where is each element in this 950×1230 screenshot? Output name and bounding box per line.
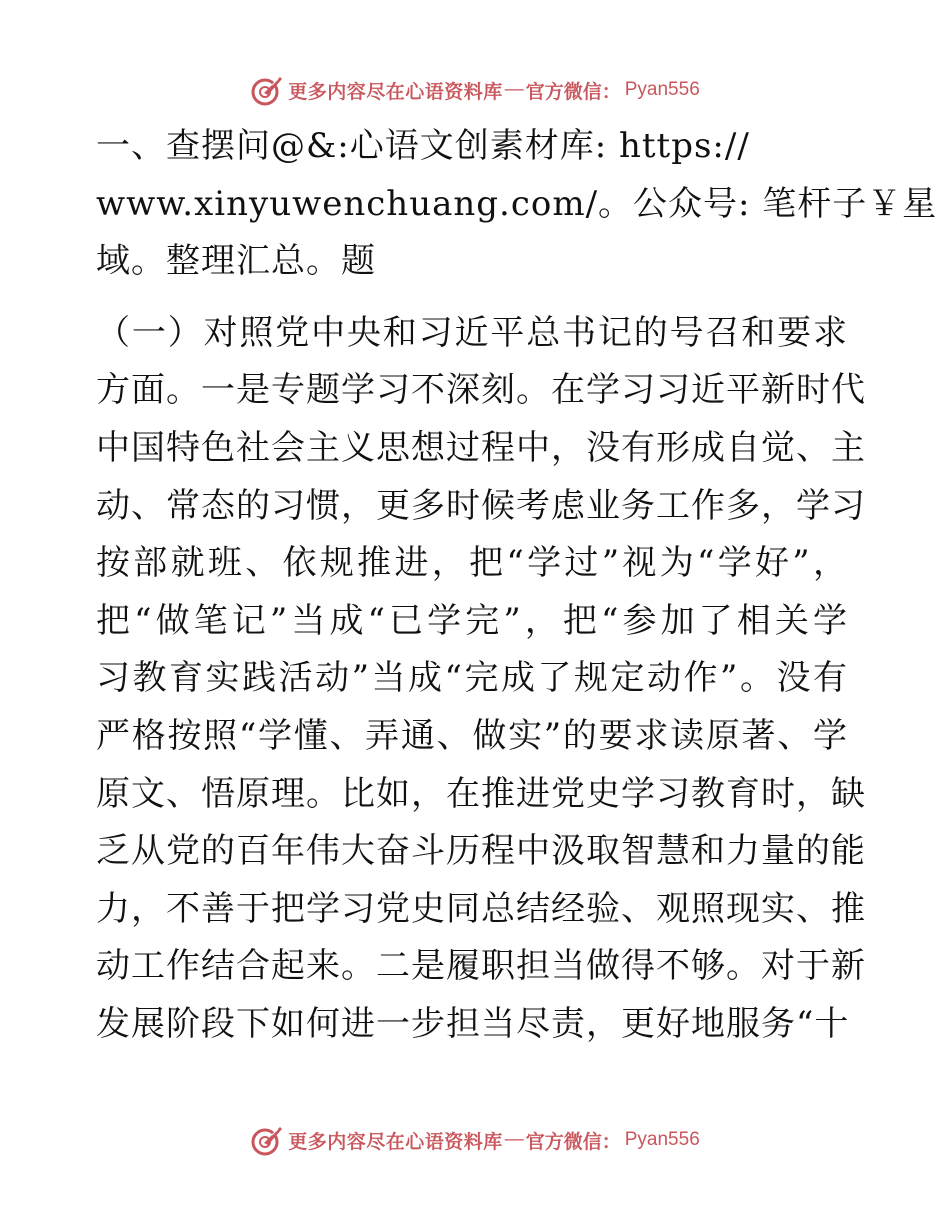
banner-separator: —: [504, 1129, 524, 1150]
paragraph-gap: [96, 291, 848, 305]
feather-pen-logo-icon: [250, 73, 284, 107]
header-banner: [0, 70, 950, 110]
feather-pen-logo-icon: [250, 1123, 284, 1157]
heading-line: 域。整理汇总。题: [96, 241, 376, 282]
body-line: 原文、悟原理。比如，在推进党史学习教育时，缺: [96, 773, 866, 814]
body-line: 乏从党的百年伟大奋斗历程中汲取智慧和力量的能: [96, 831, 866, 872]
footer-banner: [0, 1120, 950, 1160]
body-line: 力，不善于把学习党史同总结经验、观照现实、推: [96, 888, 866, 929]
banner-ad-text: 更多内容尽在心语资料库: [288, 1131, 503, 1153]
body-line: 按部就班、依规推进，把“学过”视为“学好”，: [96, 543, 848, 584]
banner-wechat-id: Pyan556: [624, 79, 700, 100]
banner-separator: —: [504, 79, 524, 100]
body-line: 动、常态的习惯，更多时候考虑业务工作多，学习: [96, 485, 866, 526]
body-line: 把“做笔记”当成“已学完”，把“参加了相关学: [96, 600, 848, 641]
banner-ad-text: 更多内容尽在心语资料库: [288, 81, 503, 103]
heading-line: www.xinyuwenchuang.com/。公众号: 笔杆子￥星: [96, 183, 938, 224]
body-line: 发展阶段下如何进一步担当尽责，更好地服务“十: [96, 1003, 850, 1044]
banner-wechat-label: 官方微信：: [525, 81, 621, 103]
body-line: （一）对照党中央和习近平总书记的号召和要求: [96, 312, 848, 353]
body-line: 习教育实践活动”当成“完成了规定动作”。没有: [96, 658, 848, 699]
body-line: 动工作结合起来。二是履职担当做得不够。对于新: [96, 946, 866, 987]
body-line: 方面。一是专题学习不深刻。在学习习近平新时代: [96, 370, 866, 411]
banner-wechat-label: 官方微信：: [525, 1131, 621, 1153]
body-line: 严格按照“学懂、弄通、做实”的要求读原著、学: [96, 715, 848, 756]
banner-wechat-id: Pyan556: [624, 1129, 700, 1150]
body-line: 中国特色社会主义思想过程中，没有形成自觉、主: [96, 427, 866, 468]
document-body: [96, 118, 938, 1054]
heading-line: 一、查摆问@&:心语文创素材库: https://: [96, 126, 750, 166]
